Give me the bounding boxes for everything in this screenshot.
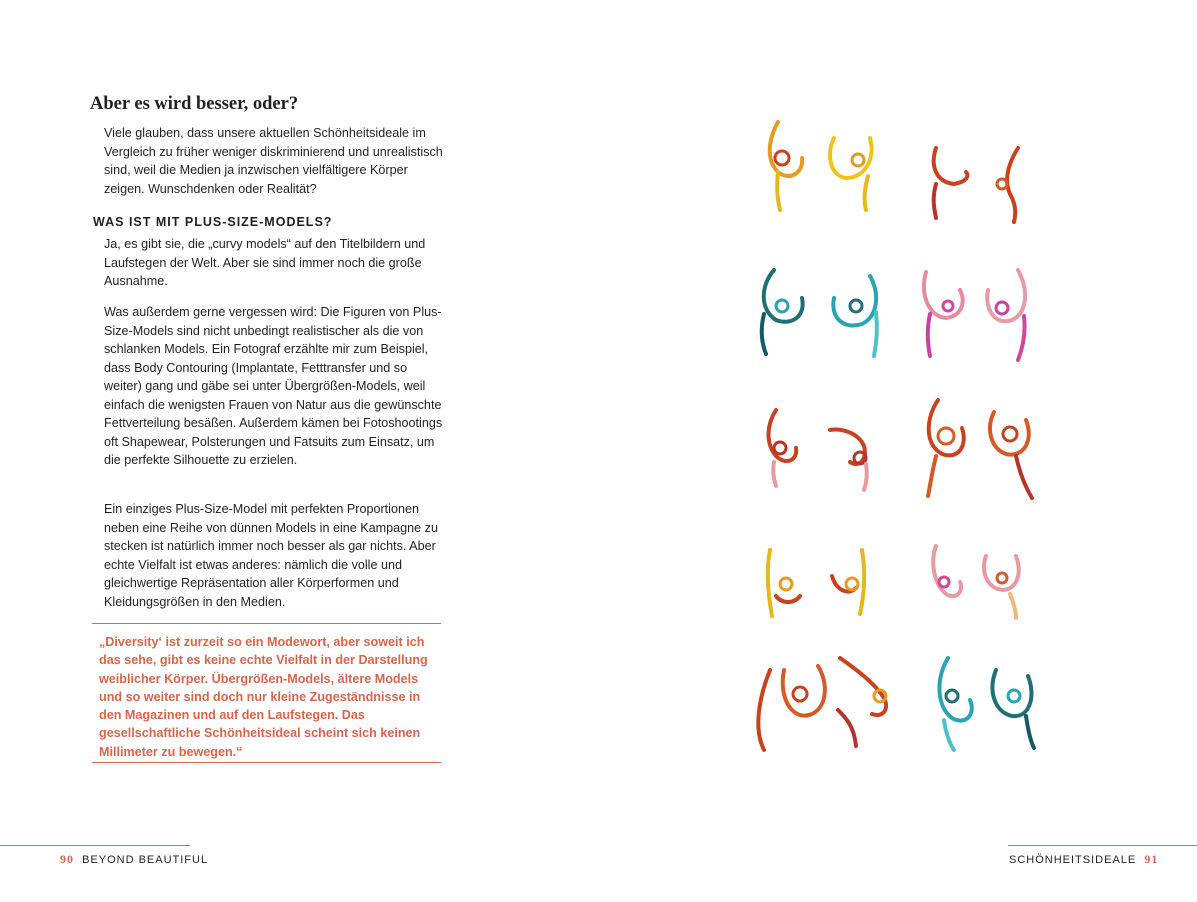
figure-2: [762, 270, 1025, 360]
body-paragraph-3: Ein einziges Plus-Size-Model mit perfekten Proportionen neben eine Reihe von dünnen Models in eine Kampagne zu stecken ist natürlich immer noch besser als gar nichts. Aber echte Vielfalt ist etwas anderes: nämlich die volle und gleichwertige Repräsentation aller Körperformen und Kleidungsgrößen in den Medien.: [104, 502, 438, 609]
figure-3: [769, 400, 1033, 498]
body-paragraph-1: Ja, es gibt sie, die „curvy models“ auf den Titelbildern und Laufstegen der Welt. Aber sie sind immer noch die große Ausnahme.: [104, 237, 426, 288]
figure-4: [768, 546, 1019, 618]
subheading: WAS IST MIT PLUS-SIZE-MODELS?: [93, 215, 333, 229]
pull-quote: „Diversity‘ ist zurzeit so ein Modewort, aber soweit ich das sehe, gibt es keine echte Vielfalt in der Darstellung weiblicher Körper. Übergrößen-Models, ältere Models und so weiter sind doch nur kleine Zugeständnisse in den Magazinen und auf den Laufstegen. Das gesellschaftliche Schönheitsideal scheint sich keinen Millimeter zu bewegen.“: [99, 635, 428, 759]
figure-5: [758, 658, 1034, 750]
quote-rule-top: [92, 623, 441, 624]
body-paragraph-2: Was außerdem gerne vergessen wird: Die Figuren von Plus-Size-Models sind nicht unbedingt realistischer als die von schlanken Models. Ein Fotograf erzählte mir zum Beispiel, dass Body Contouring (Implantate, Fetttransfer und so weiter) gang und gäbe sei unter Übergrößen-Models, weil einfach die wenigsten Frauen von Natur aus die gewünschte Fettverteilung besäßen. Außerdem kämen bei Fotoshootings oft Shapewear, Polsterungen und Fatsuits zum Einsatz, um die perfekte Silhouette zu erzielen.: [104, 305, 443, 467]
page-number-left: 90: [60, 852, 74, 866]
footer-rule-right: [1008, 845, 1197, 846]
figure-1: [770, 122, 1018, 222]
footer-left: [60, 852, 208, 867]
quote-rule-bottom: [92, 762, 441, 763]
book-title: BEYOND BEAUTIFUL: [82, 854, 209, 866]
footer-right: [1009, 852, 1158, 867]
section-heading: Aber es wird besser, oder?: [90, 94, 299, 114]
chapter-title: SCHÖNHEITSIDEALE: [1009, 854, 1137, 866]
footer-rule-left: [0, 845, 190, 846]
page-number-right: 91: [1144, 852, 1159, 866]
body-illustration: [740, 110, 1050, 770]
intro-paragraph: Viele glauben, dass unsere aktuellen Schönheitsideale im Vergleich zu früher weniger diskriminierend und unrealistisch sind, weil die Medien ja inzwischen vielfältigere Körper zeigen. Wunschdenken oder Realität?: [104, 126, 443, 196]
